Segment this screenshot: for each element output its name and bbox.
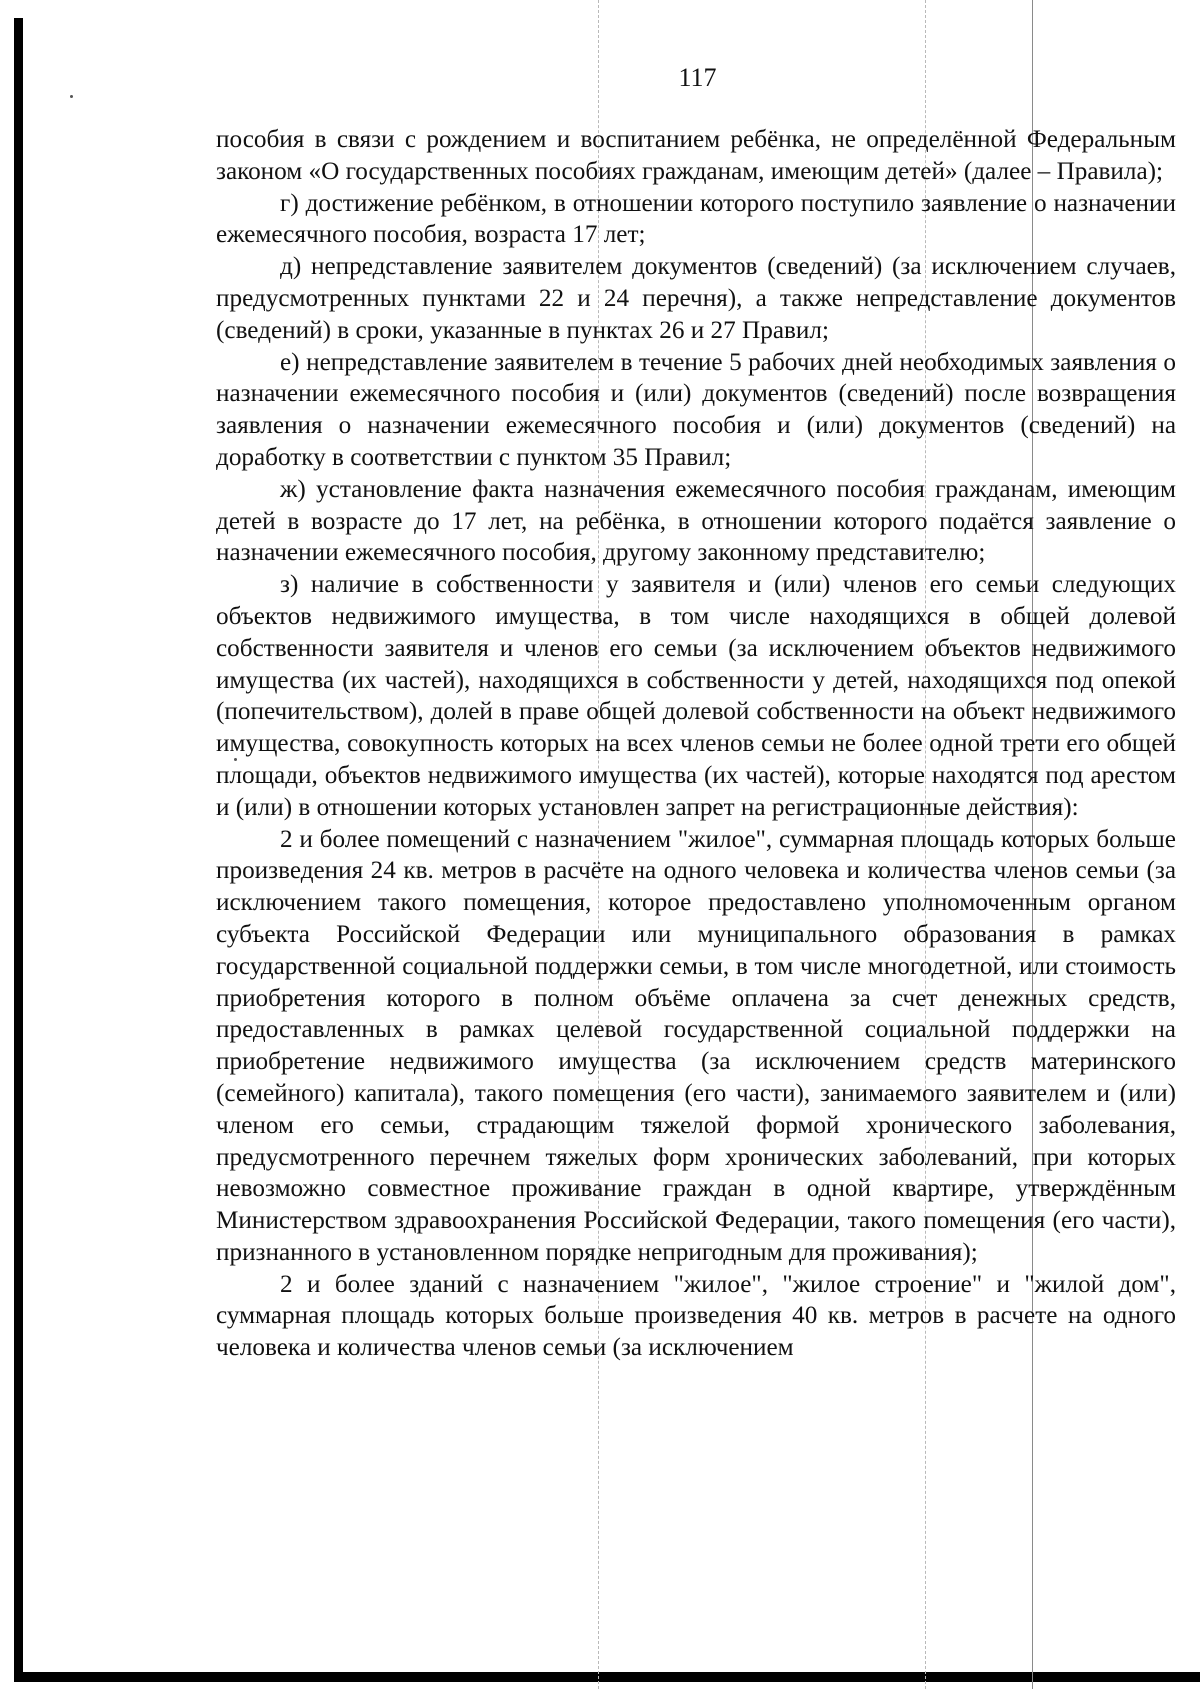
document-text xyxy=(216,124,1176,1364)
paragraph-continuation: пособия в связи с рождением и воспитанием ребёнка, не определённой Федеральным законом «О государственных пособиях гражданам, имеющим детей» (далее – Правила); xyxy=(216,126,1176,185)
scan-edge-bottom xyxy=(14,1672,1200,1682)
page-number: 117 xyxy=(678,63,717,92)
paragraph-buildings: 2 и более зданий с назначением "жилое", "жилое строение" и "жилой дом", суммарная площадь которых больше произведения 40 кв. метров в расчете на одного человека и количества членов семьи (за исключением xyxy=(216,1270,1176,1362)
paragraph-item-e: е) непредставление заявителем в течение 5 рабочих дней необходимых заявления о назначении ежемесячного пособия и (или) документов (сведений) после возвращения заявления о назначении ежемесячного пособия и (или) документов (сведений) на доработку в соответствии с пунктом 35 Правил; xyxy=(216,348,1176,471)
paragraph-item-g: г) достижение ребёнком, в отношении которого поступило заявление о назначении ежемесячного пособия, возраста 17 лет; xyxy=(216,189,1176,249)
paragraph-item-zh: ж) установление факта назначения ежемесячного пособия гражданам, имеющим детей в возрасте до 17 лет, на ребёнка, в отношении которого подаётся заявление о назначении ежемесячного пособия, другому законному представителю; xyxy=(216,475,1176,567)
paragraph-premises: 2 и более помещений с назначением "жилое", суммарная площадь которых больше произведения 24 кв. метров в расчёте на одного человека и количества членов семьи (за исключением такого помещения, которое предоставлено уполномоченным органом субъекта Российской Федерации или муниципального образования в рамках государственной социальной поддержки семьи, в том числе многодетной, или стоимость приобретения которого в полном объёме оплачена за счет денежных средств, предоставленных в рамках целевой государственной социальной поддержки на приобретение недвижимого имущества (за исключением средств материнского (семейного) капитала), такого помещения (его части), занимаемого заявителем и (или) членом его семьи, страдающим тяжелой формой хронического заболевания, предусмотренного перечнем тяжелых форм хронических заболеваний, при которых невозможно совместное проживание граждан в одной квартире, утверждённым Министерством здравоохранения Российской Федерации, такого помещения (его части), признанного в установленном порядке непригодным для проживания); xyxy=(216,825,1176,1266)
paragraph-item-d: д) непредставление заявителем документов (сведений) (за исключением случаев, предусмотренных пунктами 22 и 24 перечня), а также непредставление документов (сведений) в сроки, указанные в пунктах 26 и 27 Правил; xyxy=(216,253,1176,344)
paragraph-item-z: з) наличие в собственности у заявителя и (или) членов его семьи следующих объектов недвижимого имущества, в том числе находящихся в общей долевой собственности заявителя и членов его семьи (за исключением объектов недвижимого имущества (их частей), находящихся в собственности у детей, находящихся под опекой (попечительством), долей в праве общей долевой собственности на объект недвижимого имущества, совокупность которых на всех членов семьи не более одной трети его общей площади, объектов недвижимого имущества (их частей), которые находятся под арестом и (или) в отношении которых установлен запрет на регистрационные действия): xyxy=(216,571,1176,821)
speck xyxy=(70,95,73,98)
scan-edge-left xyxy=(14,18,23,1678)
